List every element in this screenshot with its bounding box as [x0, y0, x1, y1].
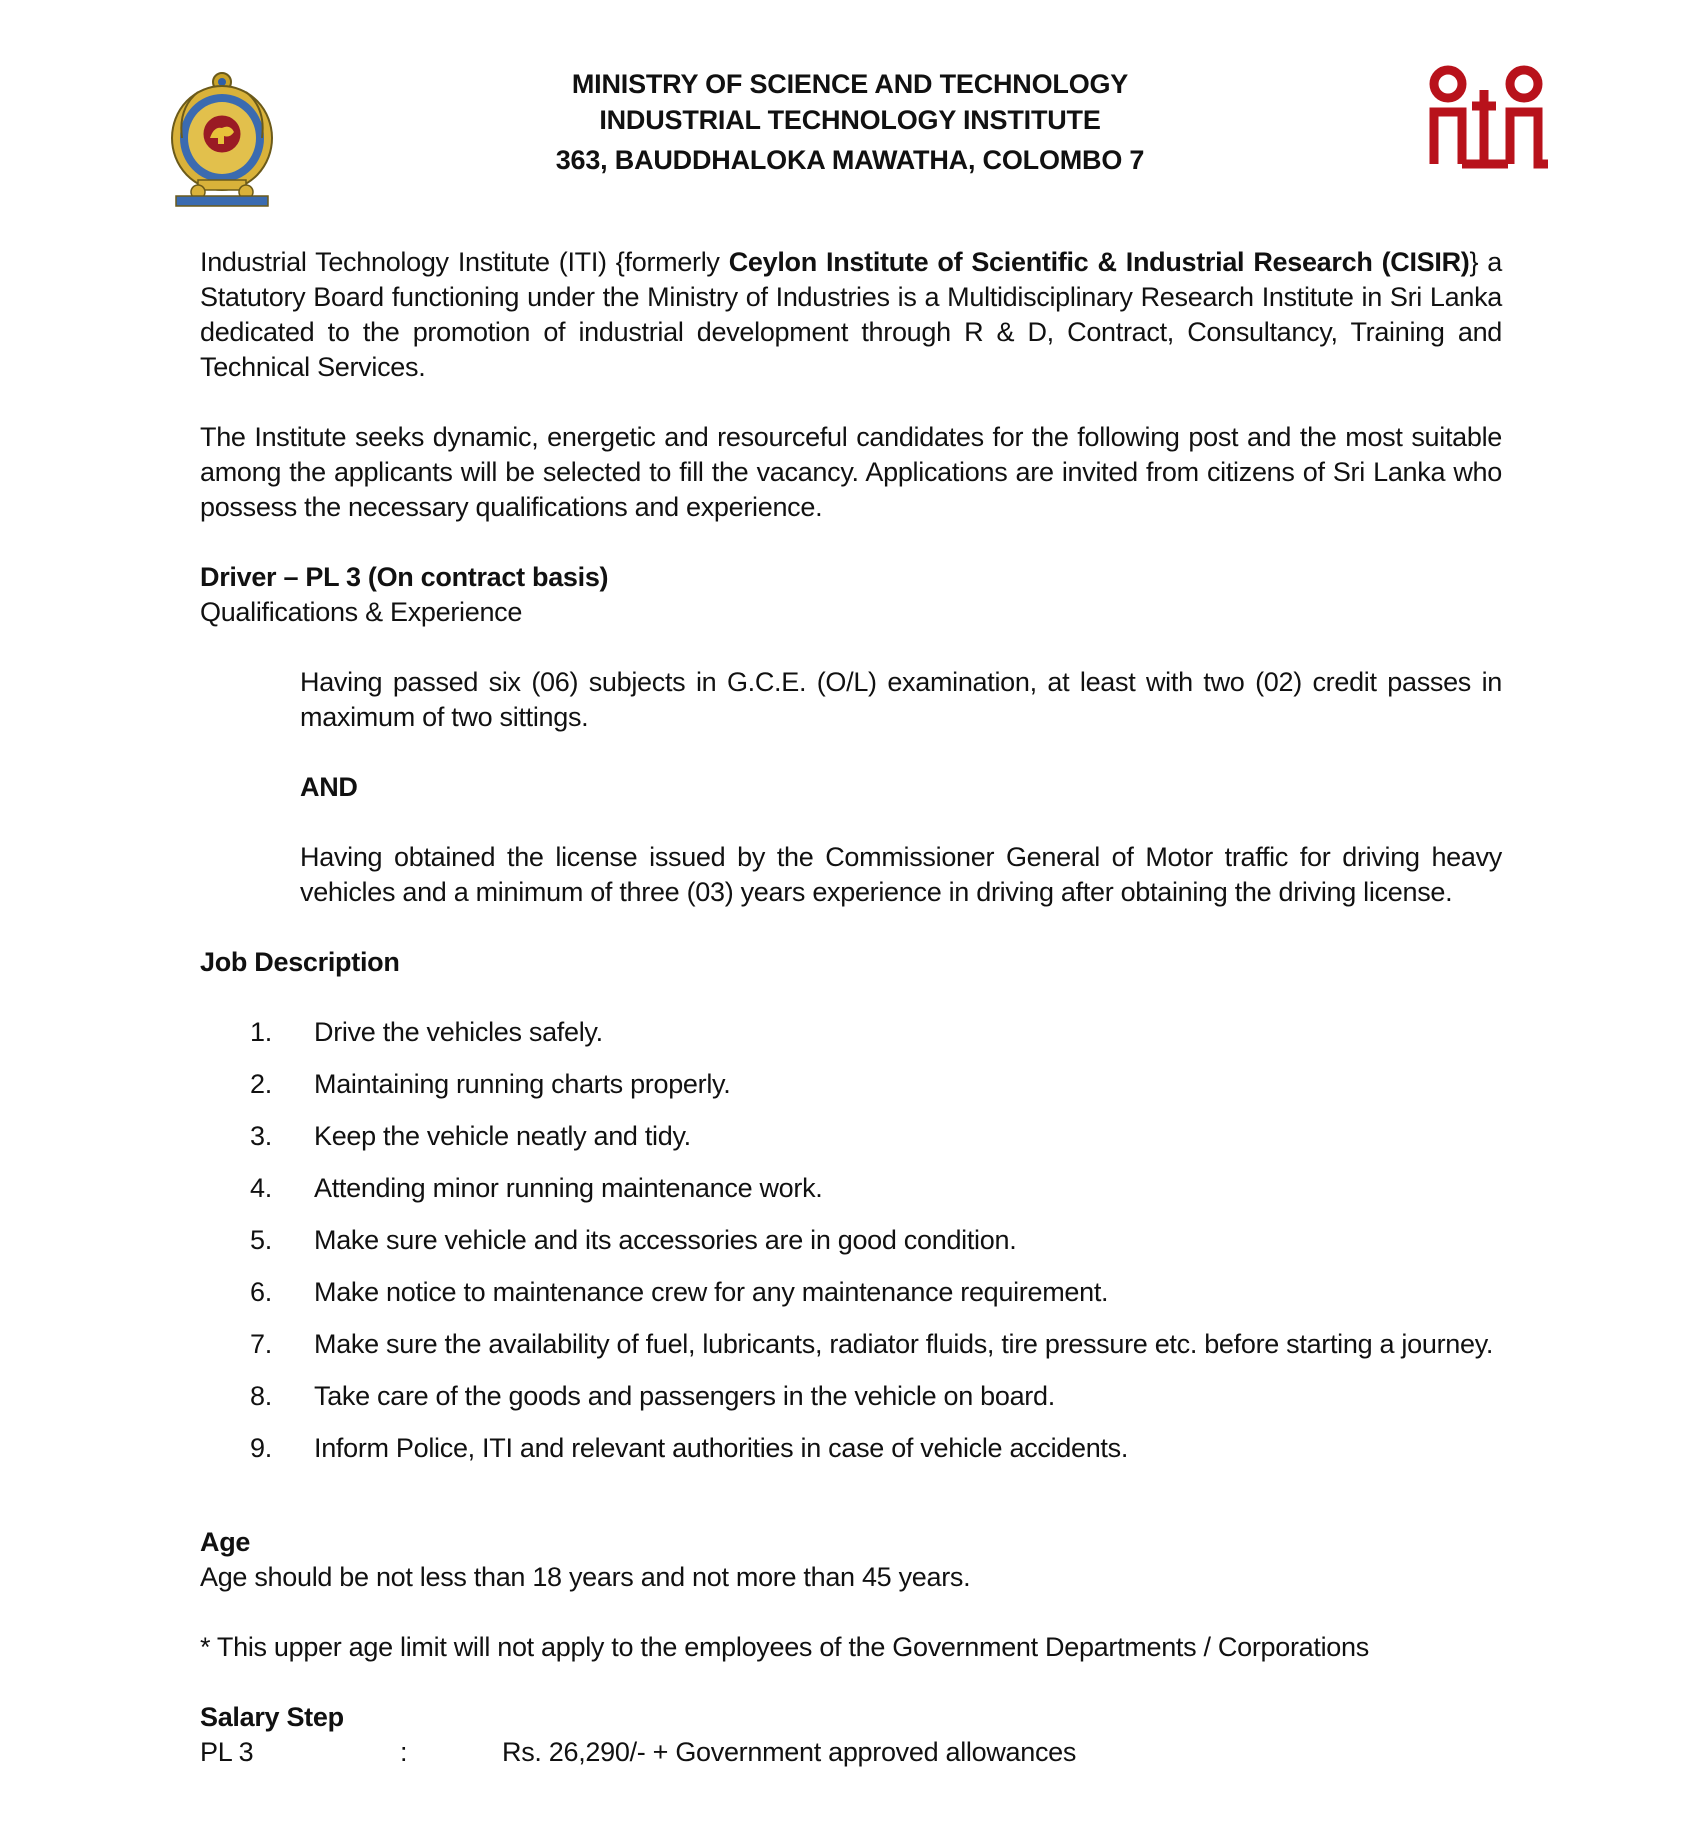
list-item — [200, 1067, 1502, 1119]
institute-address: 363, BAUDDHALOKA MAWATHA, COLOMBO 7 — [555, 145, 1145, 175]
former-name: Ceylon Institute of Scientific & Industrial Research (CISIR) — [728, 247, 1470, 277]
list-item-text: Make sure vehicle and its accessories are in good condition. — [314, 1225, 1017, 1255]
list-item-number: 4. — [250, 1173, 272, 1203]
salary-amount: Rs. 26,290/- + Government approved allowances — [502, 1737, 1077, 1767]
list-item-number: 8. — [250, 1381, 272, 1411]
age-heading: Age — [200, 1527, 251, 1557]
list-item — [200, 1431, 1502, 1483]
list-item — [200, 1119, 1502, 1171]
job-description-list — [200, 1015, 1502, 1483]
salary-row — [200, 1735, 1502, 1770]
list-item-number: 5. — [250, 1225, 272, 1255]
list-item-number: 7. — [250, 1329, 272, 1359]
intro-text-start: Industrial Technology Institute (ITI) {formerly — [200, 247, 729, 277]
list-item-text: Make sure the availability of fuel, lubricants, radiator fluids, tire pressure etc. before starting a journey. — [314, 1329, 1494, 1359]
list-item-number: 3. — [250, 1121, 272, 1151]
ministry-name: MINISTRY OF SCIENCE AND TECHNOLOGY — [571, 69, 1129, 99]
intro-text-end: } a Statutory Board functioning under the Ministry of Industries is a Multidisciplinary Research Institute in Sri Lanka dedicated to the promotion of industrial development through R & D, Contract, Consultancy, Training and Technical Services. — [200, 247, 1502, 382]
list-item-text: Inform Police, ITI and relevant authorities in case of vehicle accidents. — [314, 1433, 1129, 1463]
letterhead — [0, 60, 1700, 220]
list-item — [200, 1223, 1502, 1275]
seeking-paragraph: The Institute seeks dynamic, energetic and resourceful candidates for the following post and the most suitable among the applicants will be selected to fill the vacancy. Applications are invited from citizens of Sri Lanka who possess the necessary qualifications and experience. — [200, 422, 1502, 522]
list-item-text: Take care of the goods and passengers in the vehicle on board. — [314, 1381, 1055, 1411]
salary-grade: PL 3 — [200, 1737, 254, 1767]
list-item-text: Attending minor running maintenance work. — [314, 1173, 823, 1203]
list-item-number: 9. — [250, 1433, 272, 1463]
qualification-2: Having obtained the license issued by the Commissioner General of Motor traffic for driving heavy vehicles and a minimum of three (03) years experience in driving after obtaining the driving license. — [300, 842, 1502, 907]
list-item-text: Maintaining running charts properly. — [314, 1069, 731, 1099]
intro-paragraph — [200, 245, 1502, 385]
list-item-text: Keep the vehicle neatly and tidy. — [314, 1121, 691, 1151]
iti-logo-icon — [1426, 60, 1556, 170]
national-emblem-icon — [168, 68, 276, 210]
salary-heading: Salary Step — [200, 1702, 344, 1732]
advertisement-body — [200, 245, 1502, 1770]
qualification-1: Having passed six (06) subjects in G.C.E. (O/L) examination, at least with two (02) credit passes in maximum of two sittings. — [300, 667, 1502, 732]
institute-name: INDUSTRIAL TECHNOLOGY INSTITUTE — [599, 105, 1101, 135]
age-note: * This upper age limit will not apply to the employees of the Government Departments / Corporations — [200, 1632, 1369, 1662]
list-item-number: 1. — [250, 1017, 272, 1047]
list-item-text: Make notice to maintenance crew for any maintenance requirement. — [314, 1277, 1109, 1307]
list-item — [200, 1275, 1502, 1327]
and-label: AND — [300, 772, 358, 802]
list-item-text: Drive the vehicles safely. — [314, 1017, 603, 1047]
list-item — [200, 1171, 1502, 1223]
job-description-heading: Job Description — [200, 947, 400, 977]
post-title: Driver – PL 3 (On contract basis) — [200, 562, 609, 592]
letterhead-title — [450, 66, 1250, 178]
list-item — [200, 1015, 1502, 1067]
list-item-number: 6. — [250, 1277, 272, 1307]
qualifications-label: Qualifications & Experience — [200, 597, 523, 627]
list-item — [200, 1379, 1502, 1431]
salary-separator: : — [400, 1737, 408, 1767]
age-requirement: Age should be not less than 18 years and not more than 45 years. — [200, 1562, 971, 1592]
list-item-number: 2. — [250, 1069, 272, 1099]
list-item — [200, 1327, 1502, 1379]
